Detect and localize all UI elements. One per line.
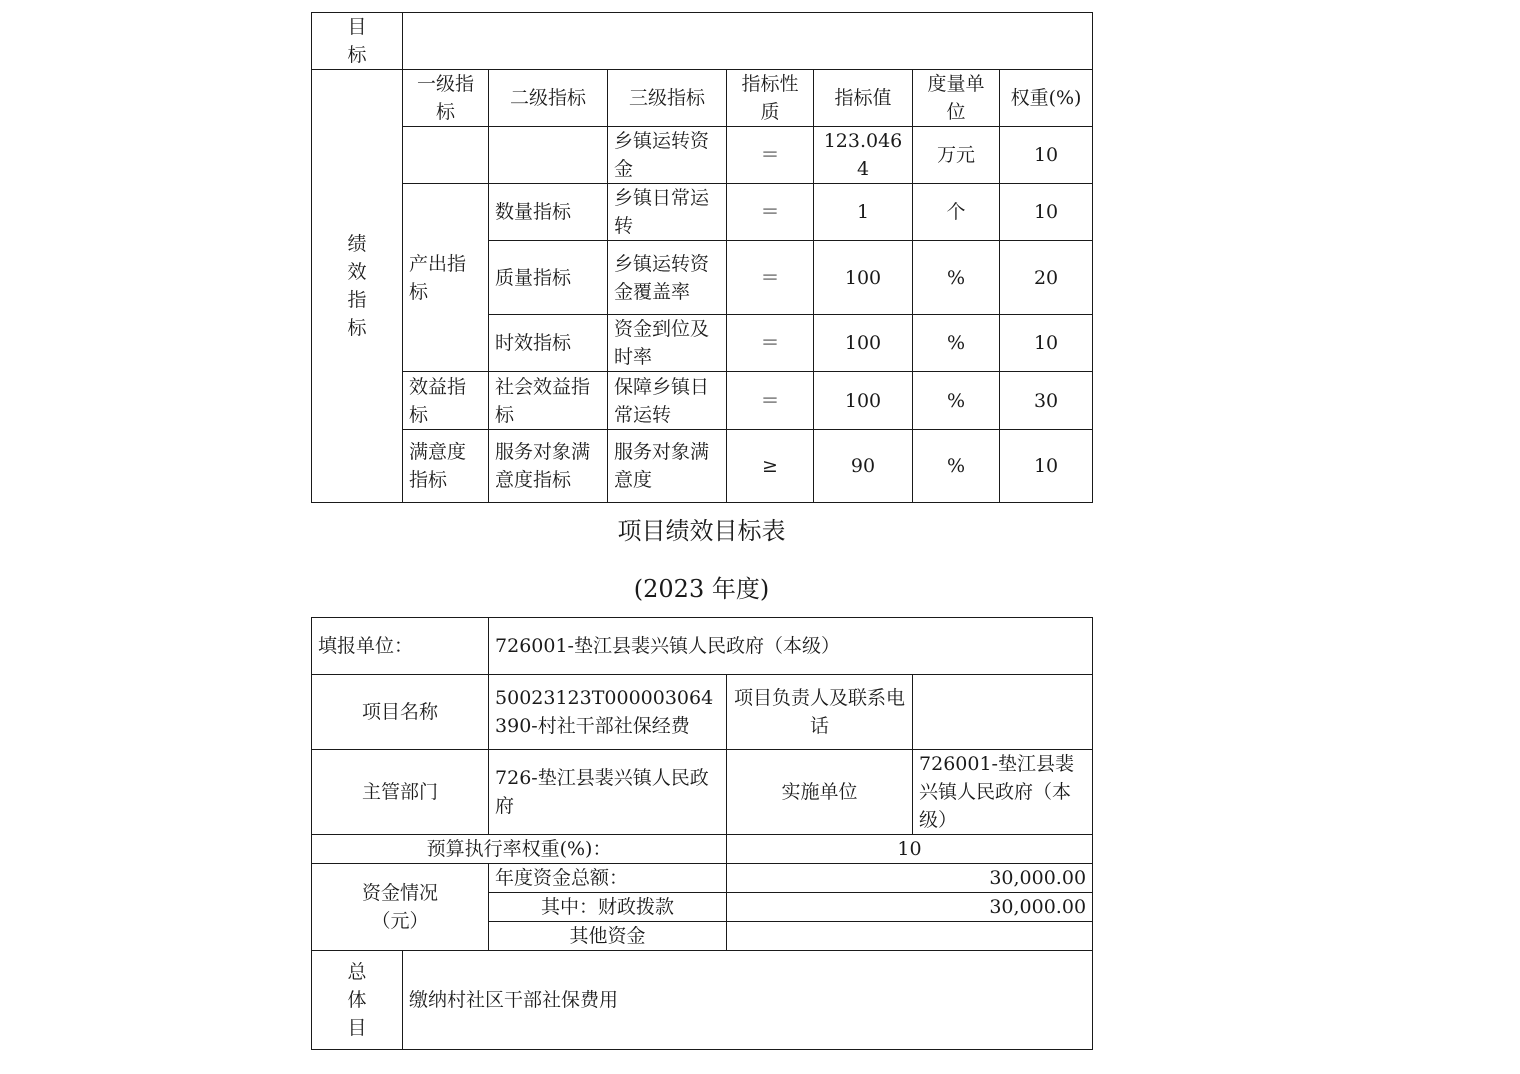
- cell-level1: 效益指标: [403, 372, 489, 430]
- other-funds-value: [727, 922, 1093, 951]
- cell-level2: 时效指标: [489, 315, 608, 372]
- header-level2: 二级指标: [489, 70, 608, 127]
- cell-value: 123.0464: [814, 127, 913, 184]
- cell-weight: 10: [1000, 430, 1093, 503]
- cell-unit: 个: [913, 184, 1000, 241]
- cell-level3: 资金到位及时率: [608, 315, 727, 372]
- cell-weight: 20: [1000, 241, 1093, 315]
- cell-level3: 乡镇运转资金: [608, 127, 727, 184]
- fiscal-label: 其中：财政拨款: [489, 893, 727, 922]
- cell-unit: %: [913, 241, 1000, 315]
- goal-label: 目标: [312, 13, 403, 70]
- fill-unit-label: 填报单位：: [312, 618, 489, 675]
- perf-indicator-label: 绩效指标: [312, 70, 403, 503]
- cell-level3: 保障乡镇日常运转: [608, 372, 727, 430]
- cell-nature: ＝: [727, 127, 814, 184]
- annual-total-value: 30,000.00: [727, 864, 1093, 893]
- cell-level1: 满意度指标: [403, 430, 489, 503]
- table-row: [312, 430, 1093, 503]
- performance-indicator-table: [311, 12, 1093, 503]
- contact-value: [913, 675, 1093, 750]
- cell-weight: 10: [1000, 184, 1093, 241]
- table-row: [312, 127, 1093, 184]
- header-nature: 指标性质: [727, 70, 814, 127]
- dept-label: 主管部门: [312, 750, 489, 835]
- budget-rate-label: 预算执行率权重(%)：: [312, 835, 727, 864]
- page-title: 项目绩效目标表: [617, 517, 786, 545]
- cell-unit: %: [913, 430, 1000, 503]
- budget-rate-value: 10: [727, 835, 1093, 864]
- cell-level2: 服务对象满意度指标: [489, 430, 608, 503]
- cell-value: 100: [814, 372, 913, 430]
- cell-nature: ≥: [727, 430, 814, 503]
- cell-level3: 服务对象满意度: [608, 430, 727, 503]
- header-level3: 三级指标: [608, 70, 727, 127]
- cell-level1: [403, 127, 489, 184]
- funds-label: 资金情况（元）: [312, 864, 489, 951]
- header-unit: 度量单位: [913, 70, 1000, 127]
- dept-value: 726-垫江县裴兴镇人民政府: [489, 750, 727, 835]
- cell-nature: ＝: [727, 241, 814, 315]
- goal-content: [403, 13, 1093, 70]
- cell-nature: ＝: [727, 184, 814, 241]
- cell-nature: ＝: [727, 372, 814, 430]
- header-weight: 权重(%): [1000, 70, 1093, 127]
- cell-unit: %: [913, 315, 1000, 372]
- overall-goal-value: 缴纳村社区干部社保费用: [403, 951, 1093, 1050]
- cell-level1: 产出指标: [403, 184, 489, 372]
- cell-weight: 30: [1000, 372, 1093, 430]
- impl-unit-value: 726001-垫江县裴兴镇人民政府（本级）: [913, 750, 1093, 835]
- cell-level2: 数量指标: [489, 184, 608, 241]
- fill-unit-value: 726001-垫江县裴兴镇人民政府（本级）: [489, 618, 1093, 675]
- cell-weight: 10: [1000, 127, 1093, 184]
- impl-unit-label: 实施单位: [727, 750, 913, 835]
- cell-level2: 社会效益指标: [489, 372, 608, 430]
- fiscal-value: 30,000.00: [727, 893, 1093, 922]
- table-row: [312, 372, 1093, 430]
- cell-level2: 质量指标: [489, 241, 608, 315]
- cell-level3: 乡镇日常运转: [608, 184, 727, 241]
- cell-value: 100: [814, 315, 913, 372]
- cell-unit: %: [913, 372, 1000, 430]
- cell-unit: 万元: [913, 127, 1000, 184]
- other-funds-label: 其他资金: [489, 922, 727, 951]
- cell-nature: ＝: [727, 315, 814, 372]
- annual-total-label: 年度资金总额：: [489, 864, 727, 893]
- header-value: 指标值: [814, 70, 913, 127]
- header-level1: 一级指标: [403, 70, 489, 127]
- cell-value: 1: [814, 184, 913, 241]
- overall-goal-label: 总体目: [312, 951, 403, 1050]
- table-row: [312, 184, 1093, 241]
- cell-value: 90: [814, 430, 913, 503]
- page-year: (2023 年度): [633, 575, 770, 603]
- cell-level2: [489, 127, 608, 184]
- cell-level3: 乡镇运转资金覆盖率: [608, 241, 727, 315]
- project-info-table: [311, 617, 1093, 1050]
- project-name-label: 项目名称: [312, 675, 489, 750]
- contact-label: 项目负责人及联系电话: [727, 675, 913, 750]
- project-name-value: 50023123T000003064390-村社干部社保经费: [489, 675, 727, 750]
- cell-value: 100: [814, 241, 913, 315]
- cell-weight: 10: [1000, 315, 1093, 372]
